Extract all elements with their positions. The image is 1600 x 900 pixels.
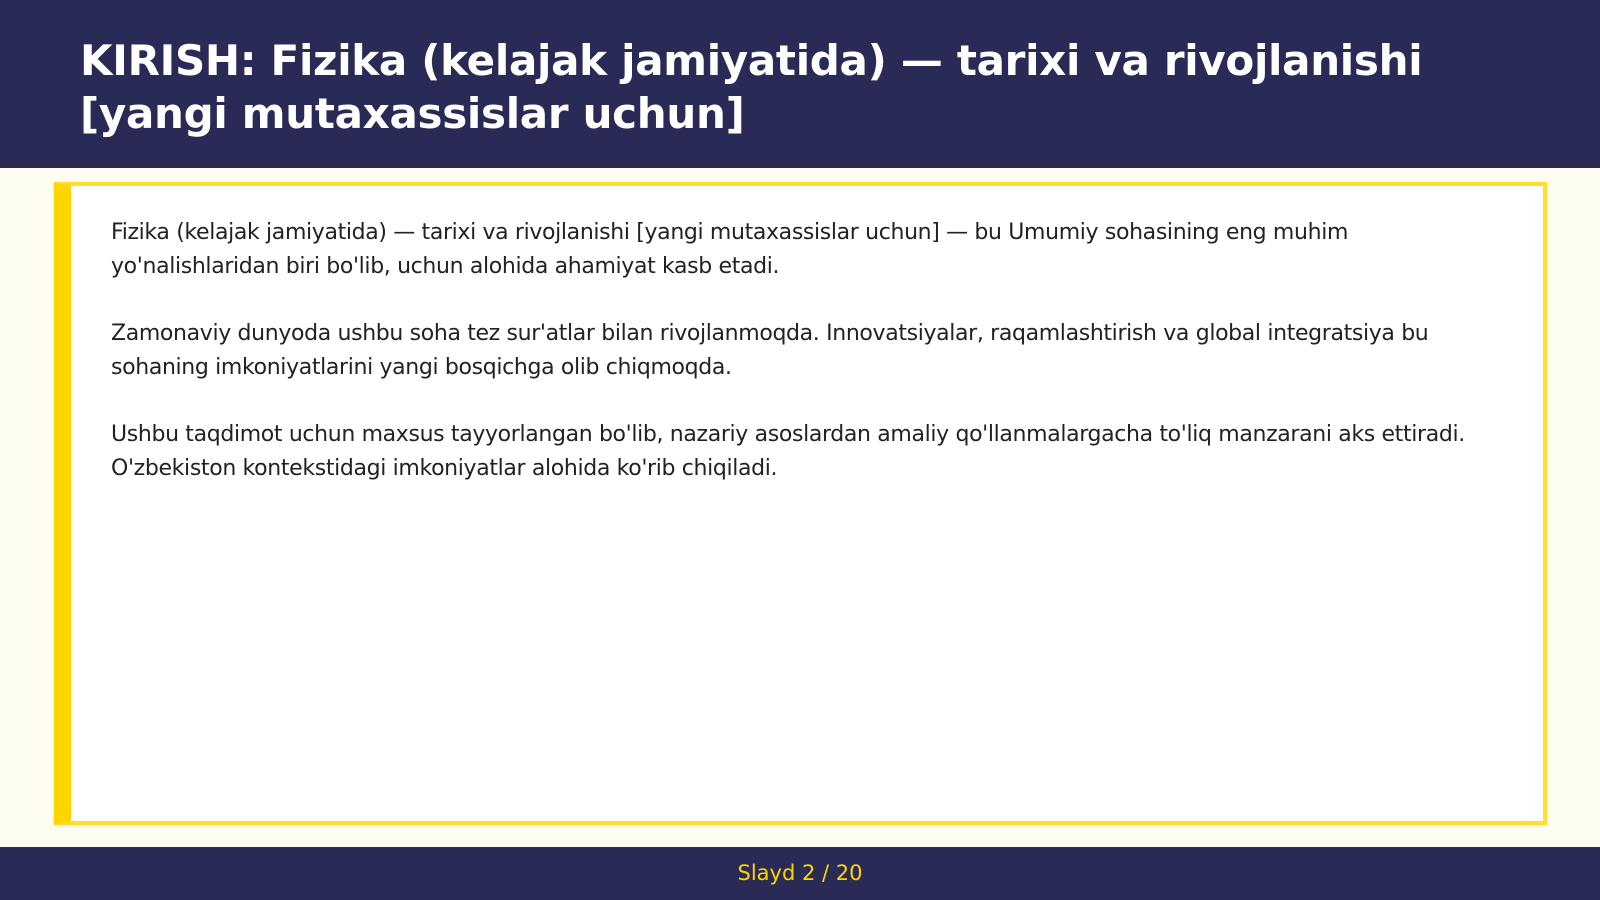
slide-title: KIRISH: Fizika (kelajak jamiyatida) — tarixi va rivojlanishi [yangi mutaxassislar uchun] [80,36,1423,138]
slide-footer [0,847,1600,900]
intro-paragraph-3: Ushbu taqdimot uchun maxsus tayyorlangan bo'lib, nazariy asoslardan amaliy qo'llanmalargacha to'liq manzarani aks ettiradi. O'zbekiston kontekstidagi imkoniyatlar alohida ko'rib chiqiladi. [111,422,1465,481]
intro-paragraph-2: Zamonaviy dunyoda ushbu soha tez sur'atlar bilan rivojlanmoqda. Innovatsiyalar, raqamlashtirish va global integratsiya bu sohaning imkoniyatlarini yangi bosqichga olib chiqmoqda. [111,321,1429,380]
intro-paragraph-1: Fizika (kelajak jamiyatida) — tarixi va rivojlanishi [yangi mutaxassislar uchun] — bu Umumiy sohasining eng muhim yo'nalishlaridan biri bo'lib, uchun alohida ahamiyat kasb etadi. [111,220,1349,279]
slide-counter: Slayd 2 / 20 [737,861,863,885]
slide-header [0,0,1600,168]
content-card [54,182,1547,825]
